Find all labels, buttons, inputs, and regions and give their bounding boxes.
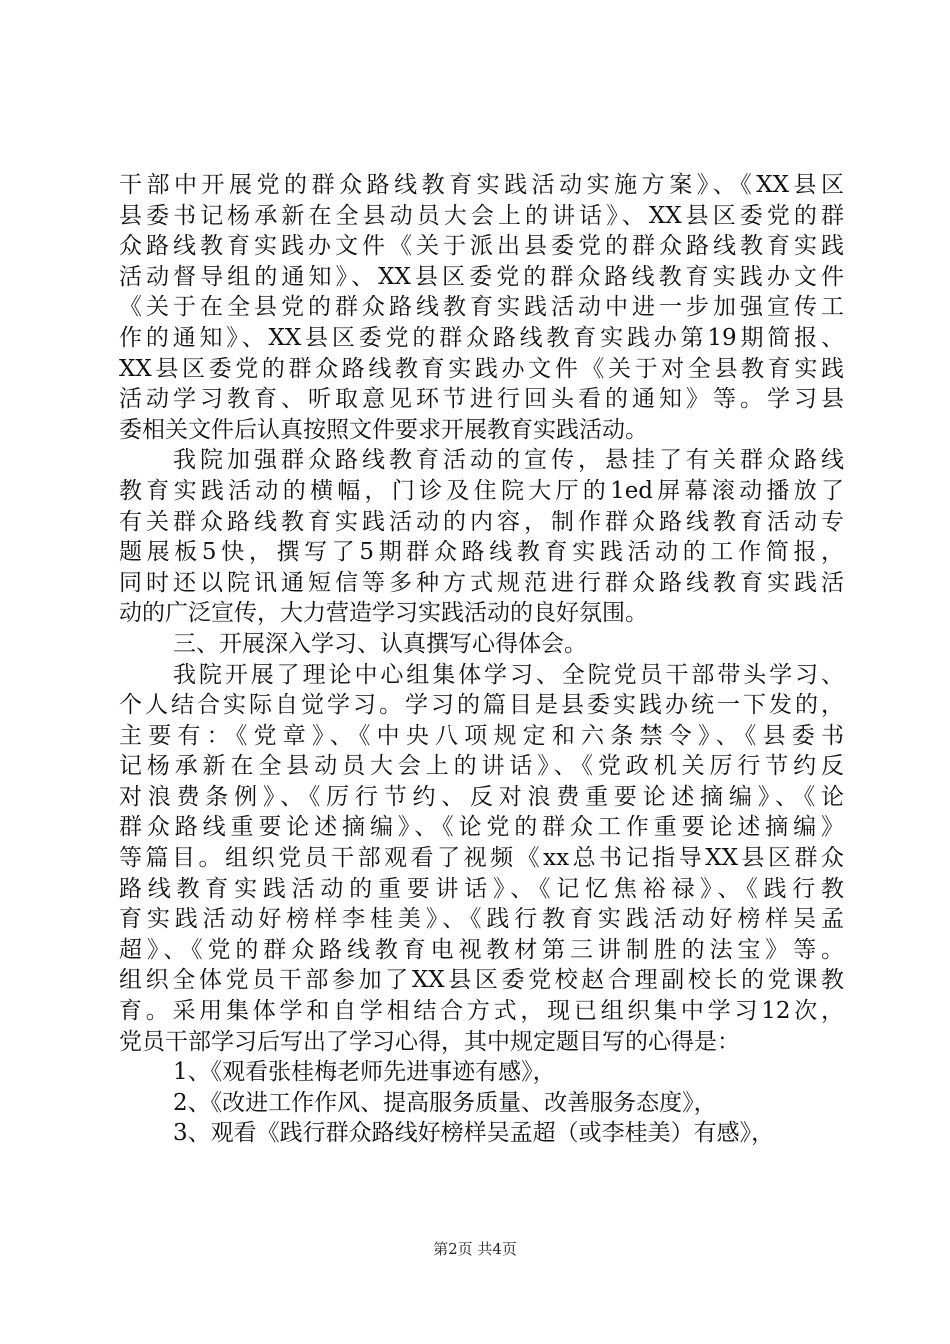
text-line: 群众路线重要论述摘编》、《论党的群众工作重要论述摘编》	[119, 814, 844, 841]
text-line: 对浪费条例》、《厉行节约、反对浪费重要论述摘编》、《论	[119, 783, 844, 810]
document-body	[119, 170, 844, 1149]
text-line: 2、《改进工作作风、提高服务质量、改善服务态度》，	[173, 1089, 717, 1116]
text-line: 主要有：《党章》、《中央八项规定和六条禁令》、《县委书	[119, 722, 844, 749]
text-line: 育。采用集体学和自学相结合方式，现已组织集中学习12次，	[119, 998, 844, 1025]
text-line: 县委书记杨承新在全县动员大会上的讲话》、XX县区委党的群	[119, 202, 844, 229]
text-line: XX县区委党的群众路线教育实践办文件《关于对全县教育实践	[119, 355, 844, 382]
page-footer	[0, 1239, 950, 1259]
text-line: 3、观看《践行群众路线好榜样吴孟超（或李桂美）有感》，	[173, 1120, 775, 1147]
text-line: 路线教育实践活动的重要讲话》、《记忆焦裕禄》、《践行教	[119, 875, 844, 902]
text-line: 活动督导组的通知》、XX县区委党的群众路线教育实践办文件	[119, 263, 844, 290]
text-line: 干部中开展党的群众路线教育实践活动实施方案》、《XX县区	[119, 172, 844, 198]
text-line: 个人结合实际自觉学习。学习的篇目是县委实践办统一下发的，	[119, 692, 844, 719]
page-number-label: 第2页 共4页	[433, 1240, 517, 1258]
text-line: 作的通知》、XX县区委党的群众路线教育实践办第19期简报、	[119, 324, 844, 351]
text-line: 等篇目。组织党员干部观看了视频《xx总书记指导XX县区群众	[119, 845, 844, 872]
text-line: 组织全体党员干部参加了XX县区委党校赵合理副校长的党课教	[119, 967, 844, 994]
text-line: 有关群众路线教育实践活动的内容，制作群众路线教育活动专	[119, 508, 844, 535]
text-line: 我院加强群众路线教育活动的宣传，悬挂了有关群众路线	[173, 447, 844, 474]
text-line: 《关于在全县党的群众路线教育实践活动中进一步加强宣传工	[119, 294, 844, 321]
text-line: 我院开展了理论中心组集体学习、全院党员干部带头学习、	[173, 661, 844, 688]
text-line: 众路线教育实践办文件《关于派出县委党的群众路线教育实践	[119, 233, 844, 260]
text-line: 超》、《党的群众路线教育电视教材第三讲制胜的法宝》等。	[119, 936, 844, 963]
text-line: 党员干部学习后写出了学习心得，其中规定题目写的心得是：	[119, 1028, 740, 1055]
text-line: 委相关文件后认真按照文件要求开展教育实践活动。	[119, 416, 648, 443]
text-line: 记杨承新在全县动员大会上的讲话》、《党政机关厉行节约反	[119, 753, 844, 780]
text-line: 同时还以院讯通短信等多种方式规范进行群众路线教育实践活	[119, 569, 844, 596]
text-line: 教育实践活动的横幅，门诊及住院大厅的1ed屏幕滚动播放了	[119, 477, 844, 504]
text-line: 1、《观看张桂梅老师先进事迹有感》，	[173, 1059, 556, 1086]
text-line: 育实践活动好榜样李桂美》、《践行教育实践活动好榜样吴孟	[119, 906, 844, 933]
text-line: 三、开展深入学习、认真撰写心得体会。	[173, 630, 587, 657]
text-line: 动的广泛宣传，大力营造学习实践活动的良好氛围。	[119, 600, 648, 627]
text-line: 活动学习教育、听取意见环节进行回头看的通知》等。学习县	[119, 386, 844, 413]
text-line: 题展板5快，撰写了5期群众路线教育实践活动的工作简报，	[119, 539, 844, 566]
